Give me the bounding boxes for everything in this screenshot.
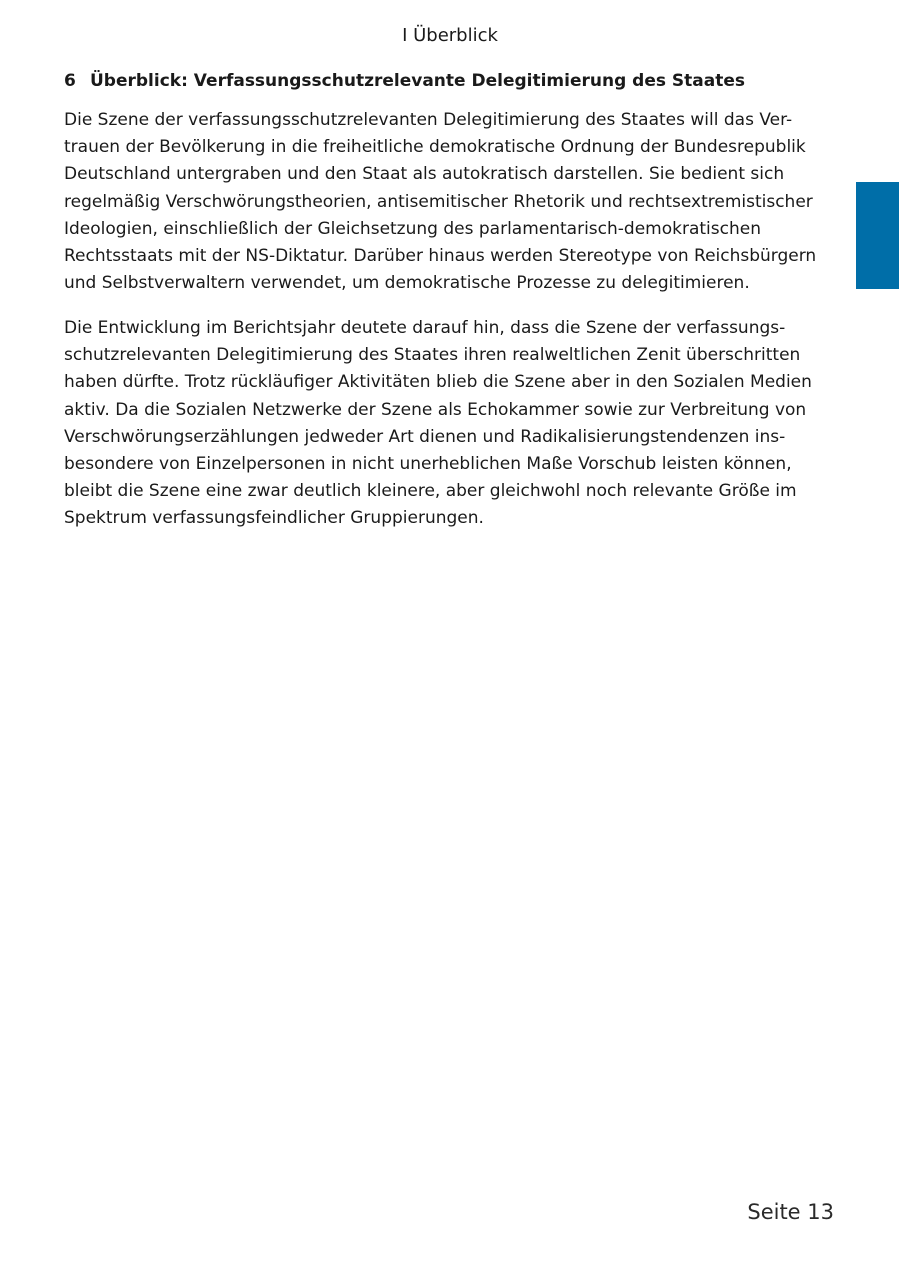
text-line: Spektrum verfassungsfeindlicher Gruppierungen. xyxy=(64,508,484,529)
text-line: Verschwörungserzählungen jedweder Art dienen und Radikalisierungstendenzen ins- xyxy=(64,426,786,447)
text-line: besondere von Einzelpersonen in nicht unerheblichen Maße Vorschub leisten können, xyxy=(64,454,792,475)
text-line: Ideologien, einschließlich der Gleichsetzung des parlamentarisch-demokratischen xyxy=(64,218,761,239)
text-line: regelmäßig Verschwörungstheorien, antisemitischer Rhetorik und rechtsextremistischer xyxy=(64,191,813,212)
text-line: Die Entwicklung im Berichtsjahr deutete darauf hin, dass die Szene der verfassungs- xyxy=(64,318,786,338)
text-line: haben dürfte. Trotz rückläufiger Aktivitäten blieb die Szene aber in den Sozialen Medien xyxy=(64,372,812,393)
text-line: schutzrelevanten Delegitimierung des Staates ihren realweltlichen Zenit überschritten xyxy=(64,345,801,366)
paragraph-2 xyxy=(64,315,824,533)
text-line: und Selbstverwaltern verwendet, um demokratische Prozesse zu delegitimieren. xyxy=(64,273,750,294)
section-heading xyxy=(64,69,824,93)
text-line: Deutschland untergraben und den Staat als autokratisch darstellen. Sie bedient sich xyxy=(64,164,785,185)
chapter-side-tab xyxy=(856,182,899,289)
running-header: I Überblick xyxy=(402,25,498,46)
text-line: Rechtsstaats mit der NS-Diktatur. Darüber hinaus werden Stereotype von Reichsbürgern xyxy=(64,246,817,267)
text-line: Die Szene der verfassungsschutzrelevanten Delegitimierung des Staates will das Ver- xyxy=(64,110,793,130)
page-number: Seite 13 xyxy=(747,1200,834,1224)
section-number: 6 xyxy=(64,71,76,91)
text-line: trauen der Bevölkerung in die freiheitliche demokratische Ordnung der Bundesrepublik xyxy=(64,137,806,158)
section-title: Überblick: Verfassungsschutzrelevante Delegitimierung des Staates xyxy=(90,71,745,91)
text-line: bleibt die Szene eine zwar deutlich kleinere, aber gleichwohl noch relevante Größe im xyxy=(64,481,797,502)
paragraph-1 xyxy=(64,107,824,297)
text-line: aktiv. Da die Sozialen Netzwerke der Szene als Echokammer sowie zur Verbreitung von xyxy=(64,399,807,420)
